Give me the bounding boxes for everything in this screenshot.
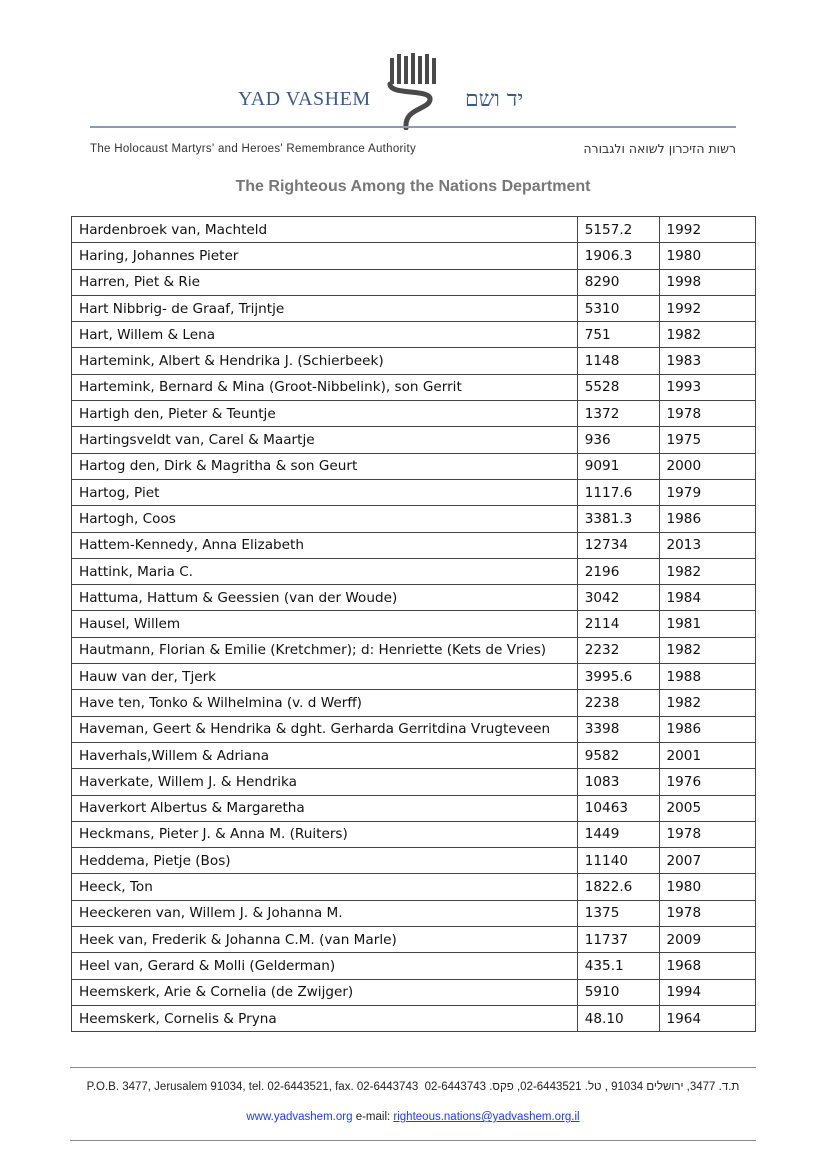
table-row (72, 217, 756, 243)
year-cell: 1983 (659, 348, 756, 374)
file-number-cell: 1148 (577, 348, 659, 374)
rescuer-name-cell: Hausel, Willem (72, 611, 578, 637)
file-number-cell: 5528 (577, 374, 659, 400)
year-cell: 2005 (659, 795, 756, 821)
table-row (72, 322, 756, 348)
table-row (72, 269, 756, 295)
table-row (72, 348, 756, 374)
file-number-cell: 1375 (577, 900, 659, 926)
year-cell: 1975 (659, 427, 756, 453)
rescuer-name-cell: Heel van, Gerard & Molli (Gelderman) (72, 953, 578, 979)
file-number-cell: 11737 (577, 927, 659, 953)
address-hebrew: ת.ד. 3477, ירושלים 91034 , טל. 02-6443521, פקס. 02-6443743 (424, 1081, 740, 1093)
rescuer-name-cell: Haverkate, Willem J. & Hendrika (72, 769, 578, 795)
table-row (72, 453, 756, 479)
year-cell: 1993 (659, 374, 756, 400)
authority-line (90, 141, 736, 159)
table-row (72, 427, 756, 453)
year-cell: 1981 (659, 611, 756, 637)
year-cell: 1998 (659, 269, 756, 295)
file-number-cell: 5157.2 (577, 217, 659, 243)
year-cell: 1979 (659, 479, 756, 505)
year-cell: 1992 (659, 295, 756, 321)
year-cell: 1986 (659, 506, 756, 532)
table-body (72, 217, 756, 1032)
file-number-cell: 3042 (577, 585, 659, 611)
file-number-cell: 48.10 (577, 1005, 659, 1031)
file-number-cell: 2232 (577, 637, 659, 663)
rescuer-name-cell: Haverkort Albertus & Margaretha (72, 795, 578, 821)
file-number-cell: 8290 (577, 269, 659, 295)
file-number-cell: 5910 (577, 979, 659, 1005)
authority-english: The Holocaust Martyrs' and Heroes' Remembrance Authority (90, 143, 417, 155)
table-row (72, 506, 756, 532)
year-cell: 1984 (659, 585, 756, 611)
rescuer-name-cell: Hartemink, Bernard & Mina (Groot-Nibbelink), son Gerrit (72, 374, 578, 400)
logo-text-hebrew: יד ושם (465, 87, 524, 112)
rescuer-name-cell: Hattem-Kennedy, Anna Elizabeth (72, 532, 578, 558)
year-cell: 1982 (659, 558, 756, 584)
footer-contact (0, 1111, 826, 1123)
rescuer-name-cell: Haveman, Geert & Hendrika & dght. Gerharda Gerritdina Vrugteveen (72, 716, 578, 742)
table-row (72, 821, 756, 847)
file-number-cell: 3398 (577, 716, 659, 742)
file-number-cell: 435.1 (577, 953, 659, 979)
file-number-cell: 3381.3 (577, 506, 659, 532)
year-cell: 2013 (659, 532, 756, 558)
table-row (72, 900, 756, 926)
rescuer-name-cell: Heek van, Frederik & Johanna C.M. (van Marle) (72, 927, 578, 953)
rescuer-name-cell: Haring, Johannes Pieter (72, 243, 578, 269)
table-row (72, 953, 756, 979)
year-cell: 1986 (659, 716, 756, 742)
rescuer-name-cell: Harren, Piet & Rie (72, 269, 578, 295)
file-number-cell: 936 (577, 427, 659, 453)
website-link[interactable]: www.yadvashem.org (246, 1111, 353, 1123)
rescuer-name-cell: Hartog, Piet (72, 479, 578, 505)
rescuer-name-cell: Hartemink, Albert & Hendrika J. (Schierbeek) (72, 348, 578, 374)
year-cell: 1964 (659, 1005, 756, 1031)
file-number-cell: 11140 (577, 848, 659, 874)
table-row (72, 401, 756, 427)
logo-text-english: YAD VASHEM (238, 88, 371, 110)
year-cell: 2000 (659, 453, 756, 479)
footer-divider-top (70, 1067, 756, 1068)
year-cell: 2007 (659, 848, 756, 874)
header-divider (90, 126, 736, 128)
rescuer-name-cell: Heckmans, Pieter J. & Anna M. (Ruiters) (72, 821, 578, 847)
rescuer-name-cell: Hartog den, Dirk & Magritha & son Geurt (72, 453, 578, 479)
address-english: P.O.B. 3477, Jerusalem 91034, tel. 02-6443521, fax. 02-6443743 (86, 1081, 419, 1093)
file-number-cell: 10463 (577, 795, 659, 821)
rescuer-name-cell: Hauw van der, Tjerk (72, 664, 578, 690)
table-row (72, 585, 756, 611)
file-number-cell: 751 (577, 322, 659, 348)
table-row (72, 611, 756, 637)
table-row (72, 690, 756, 716)
table-row (72, 243, 756, 269)
file-number-cell: 2196 (577, 558, 659, 584)
year-cell: 1982 (659, 637, 756, 663)
rescuer-name-cell: Heeck, Ton (72, 874, 578, 900)
file-number-cell: 1906.3 (577, 243, 659, 269)
table-row (72, 1005, 756, 1031)
table-row (72, 295, 756, 321)
year-cell: 1978 (659, 900, 756, 926)
rescuer-name-cell: Hardenbroek van, Machteld (72, 217, 578, 243)
year-cell: 2001 (659, 742, 756, 768)
rescuer-name-cell: Hautmann, Florian & Emilie (Kretchmer); d: Henriette (Kets de Vries) (72, 637, 578, 663)
file-number-cell: 9582 (577, 742, 659, 768)
rescuer-name-cell: Hart Nibbrig- de Graaf, Trijntje (72, 295, 578, 321)
rescuer-name-cell: Hattuma, Hattum & Geessien (van der Woude) (72, 585, 578, 611)
file-number-cell: 2238 (577, 690, 659, 716)
table-row (72, 848, 756, 874)
email-label: e-mail: (355, 1111, 391, 1123)
file-number-cell: 12734 (577, 532, 659, 558)
rescuer-name-cell: Heddema, Pietje (Bos) (72, 848, 578, 874)
year-cell: 1978 (659, 401, 756, 427)
table-row (72, 637, 756, 663)
table-row (72, 874, 756, 900)
year-cell: 1976 (659, 769, 756, 795)
authority-hebrew: רשות הזיכרון לשואה ולגבורה (583, 141, 736, 156)
rescuer-name-cell: Heeckeren van, Willem J. & Johanna M. (72, 900, 578, 926)
table-row (72, 374, 756, 400)
file-number-cell: 5310 (577, 295, 659, 321)
rescuer-name-cell: Heemskerk, Cornelis & Pryna (72, 1005, 578, 1031)
righteous-list-table (71, 216, 756, 1032)
table-row (72, 795, 756, 821)
table-row (72, 979, 756, 1005)
year-cell: 2009 (659, 927, 756, 953)
file-number-cell: 2114 (577, 611, 659, 637)
rescuer-name-cell: Hart, Willem & Lena (72, 322, 578, 348)
table-row (72, 927, 756, 953)
file-number-cell: 1822.6 (577, 874, 659, 900)
year-cell: 1994 (659, 979, 756, 1005)
rescuer-name-cell: Haverhals,Willem & Adriana (72, 742, 578, 768)
yad-vashem-logo-icon (386, 52, 438, 130)
table-row (72, 716, 756, 742)
letterhead (0, 0, 826, 210)
table-row (72, 558, 756, 584)
table-row (72, 479, 756, 505)
file-number-cell: 1083 (577, 769, 659, 795)
table-row (72, 742, 756, 768)
footer-address (70, 1081, 756, 1093)
rescuer-name-cell: Hartigh den, Pieter & Teuntje (72, 401, 578, 427)
file-number-cell: 3995.6 (577, 664, 659, 690)
year-cell: 1992 (659, 217, 756, 243)
year-cell: 1982 (659, 690, 756, 716)
file-number-cell: 9091 (577, 453, 659, 479)
file-number-cell: 1449 (577, 821, 659, 847)
year-cell: 1968 (659, 953, 756, 979)
year-cell: 1982 (659, 322, 756, 348)
year-cell: 1980 (659, 874, 756, 900)
table-row (72, 769, 756, 795)
email-link[interactable]: righteous.nations@yadvashem.org.il (393, 1111, 580, 1123)
year-cell: 1980 (659, 243, 756, 269)
footer-divider-bottom (70, 1140, 756, 1141)
rescuer-name-cell: Hartingsveldt van, Carel & Maartje (72, 427, 578, 453)
file-number-cell: 1117.6 (577, 479, 659, 505)
year-cell: 1988 (659, 664, 756, 690)
department-title: The Righteous Among the Nations Department (235, 178, 591, 195)
table-row (72, 664, 756, 690)
rescuer-name-cell: Heemskerk, Arie & Cornelia (de Zwijger) (72, 979, 578, 1005)
rescuer-name-cell: Hartogh, Coos (72, 506, 578, 532)
rescuer-name-cell: Hattink, Maria C. (72, 558, 578, 584)
table-row (72, 532, 756, 558)
year-cell: 1978 (659, 821, 756, 847)
file-number-cell: 1372 (577, 401, 659, 427)
rescuer-name-cell: Have ten, Tonko & Wilhelmina (v. d Werff) (72, 690, 578, 716)
